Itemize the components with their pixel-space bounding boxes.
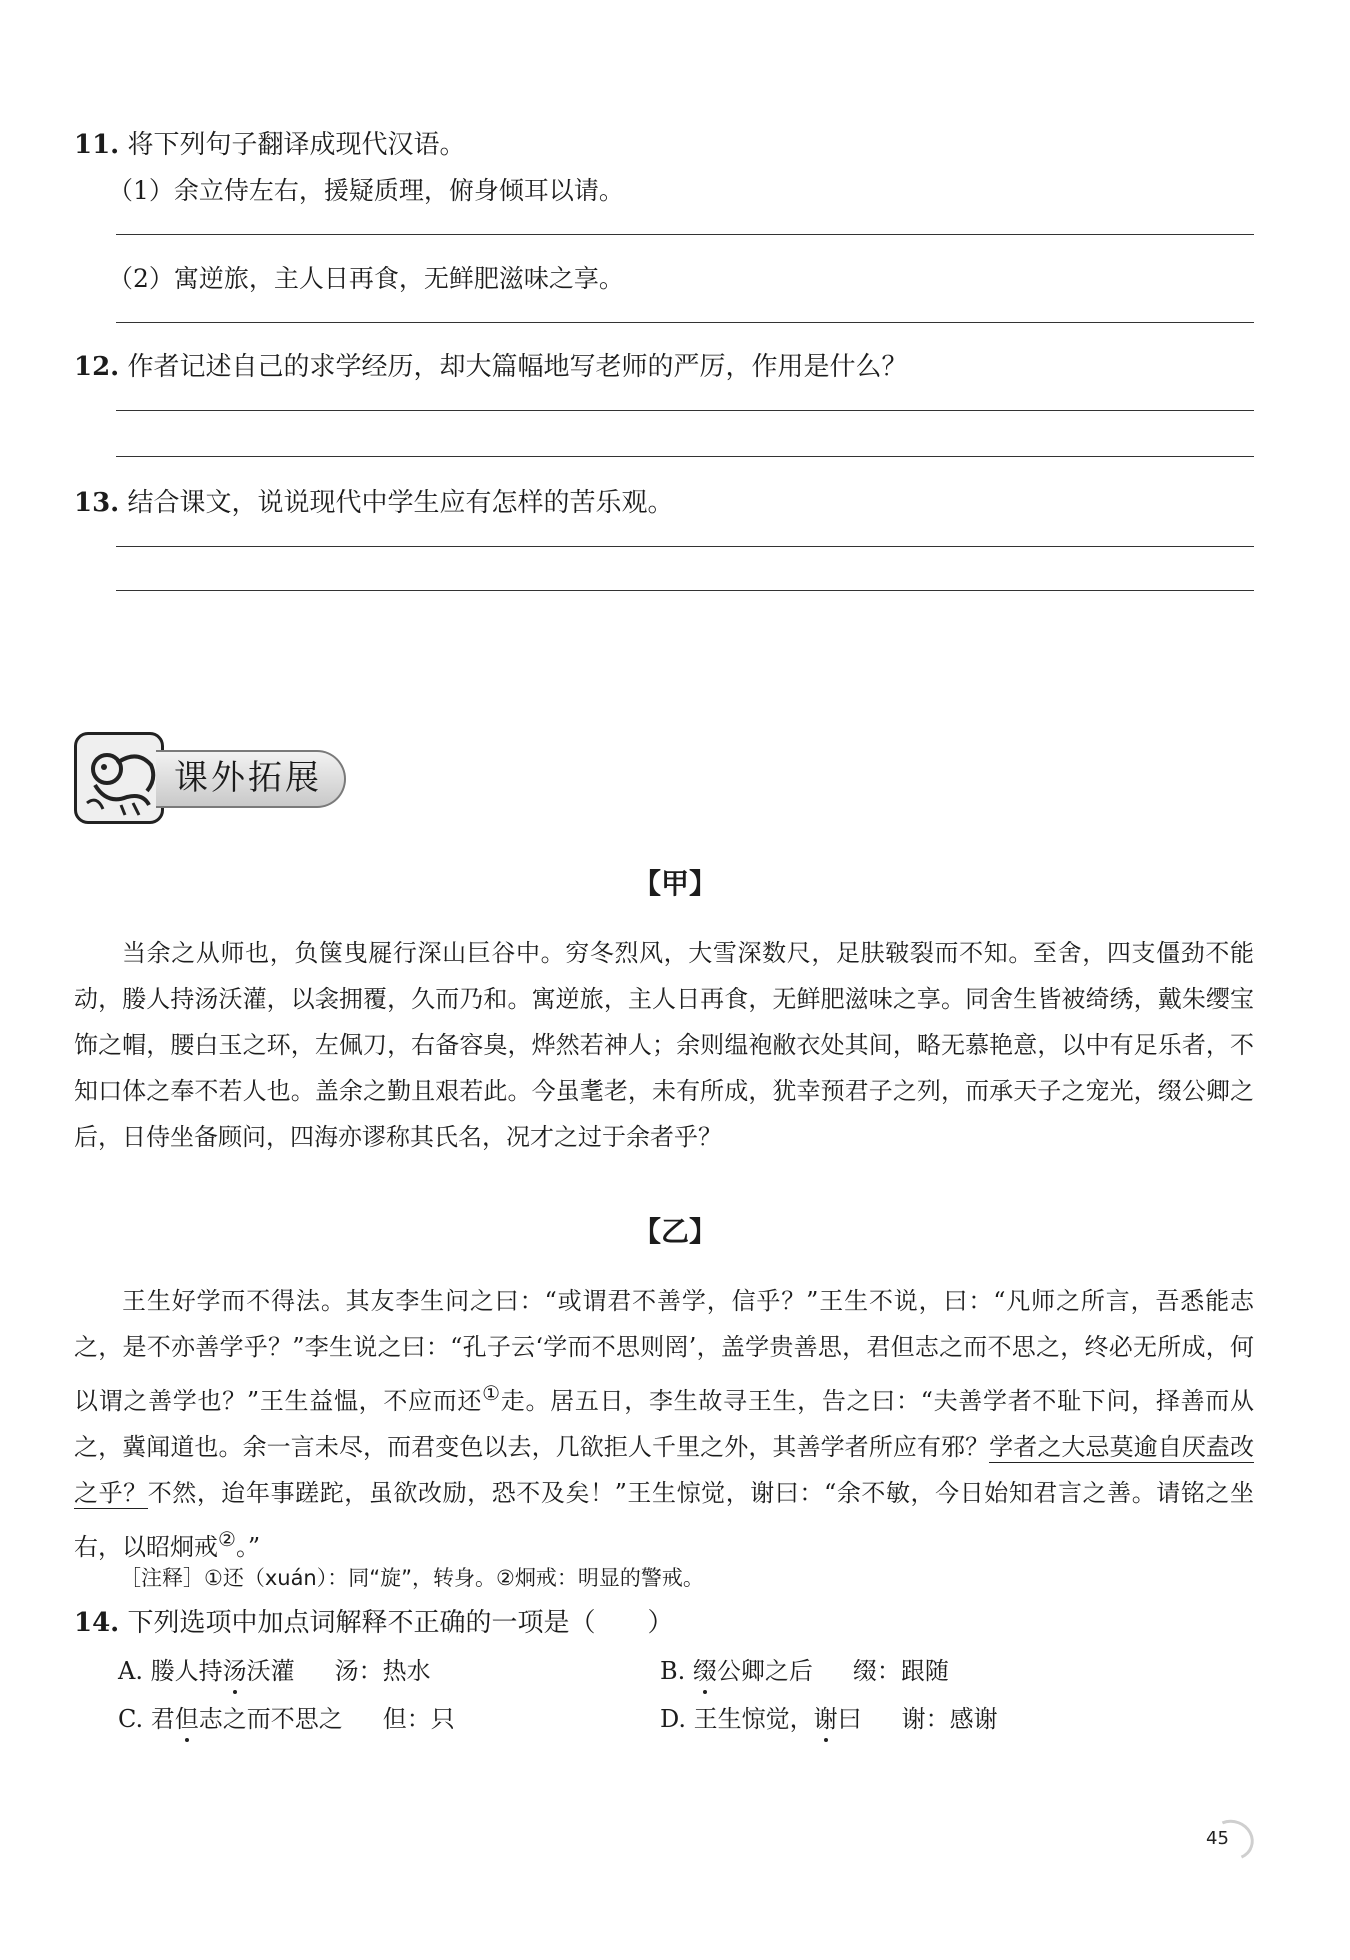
passage-yi-heading: 【乙】 xyxy=(632,1215,717,1248)
section-banner xyxy=(74,728,364,828)
option-text: 曰 xyxy=(837,1705,862,1733)
passage-yi-part-2: 走。居五日，李生故寻王生，告之曰：“夫善学者不耻下问，择善而从之，冀闻道也。余一言未尽，而君变色以去，几欲拒人千里之外，其善学者所应有邪？ xyxy=(74,1387,1254,1461)
question-14 xyxy=(74,1606,674,1640)
annotation: ［注释］①还（xuán）：同“旋”，转身。②炯戒：明显的警戒。 xyxy=(120,1566,704,1590)
page-number-badge xyxy=(1196,1820,1256,1860)
dotted-word: 谢 xyxy=(814,1702,838,1736)
option-text: 志之而不思之 xyxy=(198,1705,343,1733)
option-text: C. 君 xyxy=(118,1705,175,1733)
option-gloss: 谢：感谢 xyxy=(901,1705,998,1733)
passage-jia-heading: 【甲】 xyxy=(632,867,717,900)
question-number: 12. xyxy=(74,352,120,382)
footnote-marker-1: ① xyxy=(482,1381,501,1405)
question-prompt: 作者记述自己的求学经历，却大篇幅地写老师的严厉，作用是什么？ xyxy=(127,352,908,382)
passage-yi-part-3: 不然，迨年事蹉跎，虽欲改励，恐不及矣！”王生惊觉，谢曰：“余不敏，今日始知君言之善。请铭之坐右，以昭炯戒 xyxy=(74,1479,1254,1561)
answer-line[interactable] xyxy=(116,234,1254,235)
passage-yi-part-4: 。” xyxy=(235,1533,261,1561)
passage-jia xyxy=(74,930,1254,1160)
passage-yi-text xyxy=(74,1278,1254,1570)
question-11-item-2: （2）寓逆旅，主人日再食，无鲜肥滋味之享。 xyxy=(108,264,624,293)
option-c[interactable] xyxy=(118,1702,455,1736)
dotted-word: 但 xyxy=(175,1702,199,1736)
question-prompt: 结合课文，说说现代中学生应有怎样的苦乐观。 xyxy=(127,488,674,518)
dotted-word: 缀 xyxy=(693,1654,717,1688)
answer-line[interactable] xyxy=(116,322,1254,323)
option-gloss: 汤：热水 xyxy=(334,1657,431,1685)
option-gloss: 缀：跟随 xyxy=(852,1657,949,1685)
option-gloss: 但：只 xyxy=(382,1705,455,1733)
option-text: 沃灌 xyxy=(246,1657,295,1685)
question-number: 11. xyxy=(74,130,120,160)
question-11-item-1: （1）余立侍左右，援疑质理，俯身倾耳以请。 xyxy=(108,176,624,205)
option-text: 公卿之后 xyxy=(716,1657,813,1685)
option-text: B. xyxy=(660,1657,693,1685)
question-number: 13. xyxy=(74,488,120,518)
question-13 xyxy=(74,486,674,520)
question-prompt: 下列选项中加点词解释不正确的一项是（ ） xyxy=(127,1608,674,1638)
page-number: 45 xyxy=(1206,1828,1229,1849)
answer-line[interactable] xyxy=(116,590,1254,591)
option-a[interactable] xyxy=(118,1654,431,1688)
option-text: A. 媵人持 xyxy=(118,1657,223,1685)
section-title: 课外拓展 xyxy=(174,758,322,798)
monkey-emblem-icon xyxy=(74,732,164,824)
question-12 xyxy=(74,350,908,384)
dotted-word: 汤 xyxy=(223,1654,247,1688)
passage-yi xyxy=(74,1278,1254,1570)
underlined-sentence: 学者之大忌莫逾自厌盍改之乎？ xyxy=(74,1433,1255,1507)
question-prompt: 将下列句子翻译成现代汉语。 xyxy=(127,130,466,160)
option-text: D. 王生惊觉， xyxy=(660,1705,814,1733)
passage-jia-text: 当余之从师也，负箧曳屣行深山巨谷中。穷冬烈风，大雪深数尺，足肤皲裂而不知。至舍，四支僵劲不能动，媵人持汤沃灌，以衾拥覆，久而乃和。寓逆旅，主人日再食，无鲜肥滋味之享。同舍生皆被绮绣，戴朱缨宝饰之帽，腰白玉之环，左佩刀，右备容臭，烨然若神人；余则缊袍敝衣处其间，略无慕艳意，以中有足乐者，不知口体之奉不若人也。盖余之勤且艰若此。今虽耄老，未有所成，犹幸预君子之列，而承天子之宠光，缀公卿之后，日侍坐备顾问，四海亦谬称其氏名，况才之过于余者乎？ xyxy=(74,939,1254,1151)
footnote-marker-2: ② xyxy=(218,1527,236,1551)
answer-line[interactable] xyxy=(116,546,1254,547)
option-d[interactable] xyxy=(660,1702,998,1736)
passage-yi-part-1: 王生好学而不得法。其友李生问之曰：“或谓君不善学，信乎？”王生不说，曰：“凡师之所言，吾悉能志之，是不亦善学乎？”李生说之曰：“孔子云‘学而不思则罔’，盖学贵善思，君但志之而不思之，终必无所成，何以谓之善学也？”王生益愠，不应而还 xyxy=(74,1287,1254,1415)
answer-line[interactable] xyxy=(116,410,1254,411)
question-11 xyxy=(74,128,466,162)
answer-line[interactable] xyxy=(116,456,1254,457)
question-number: 14. xyxy=(74,1608,120,1638)
option-b[interactable] xyxy=(660,1654,949,1688)
